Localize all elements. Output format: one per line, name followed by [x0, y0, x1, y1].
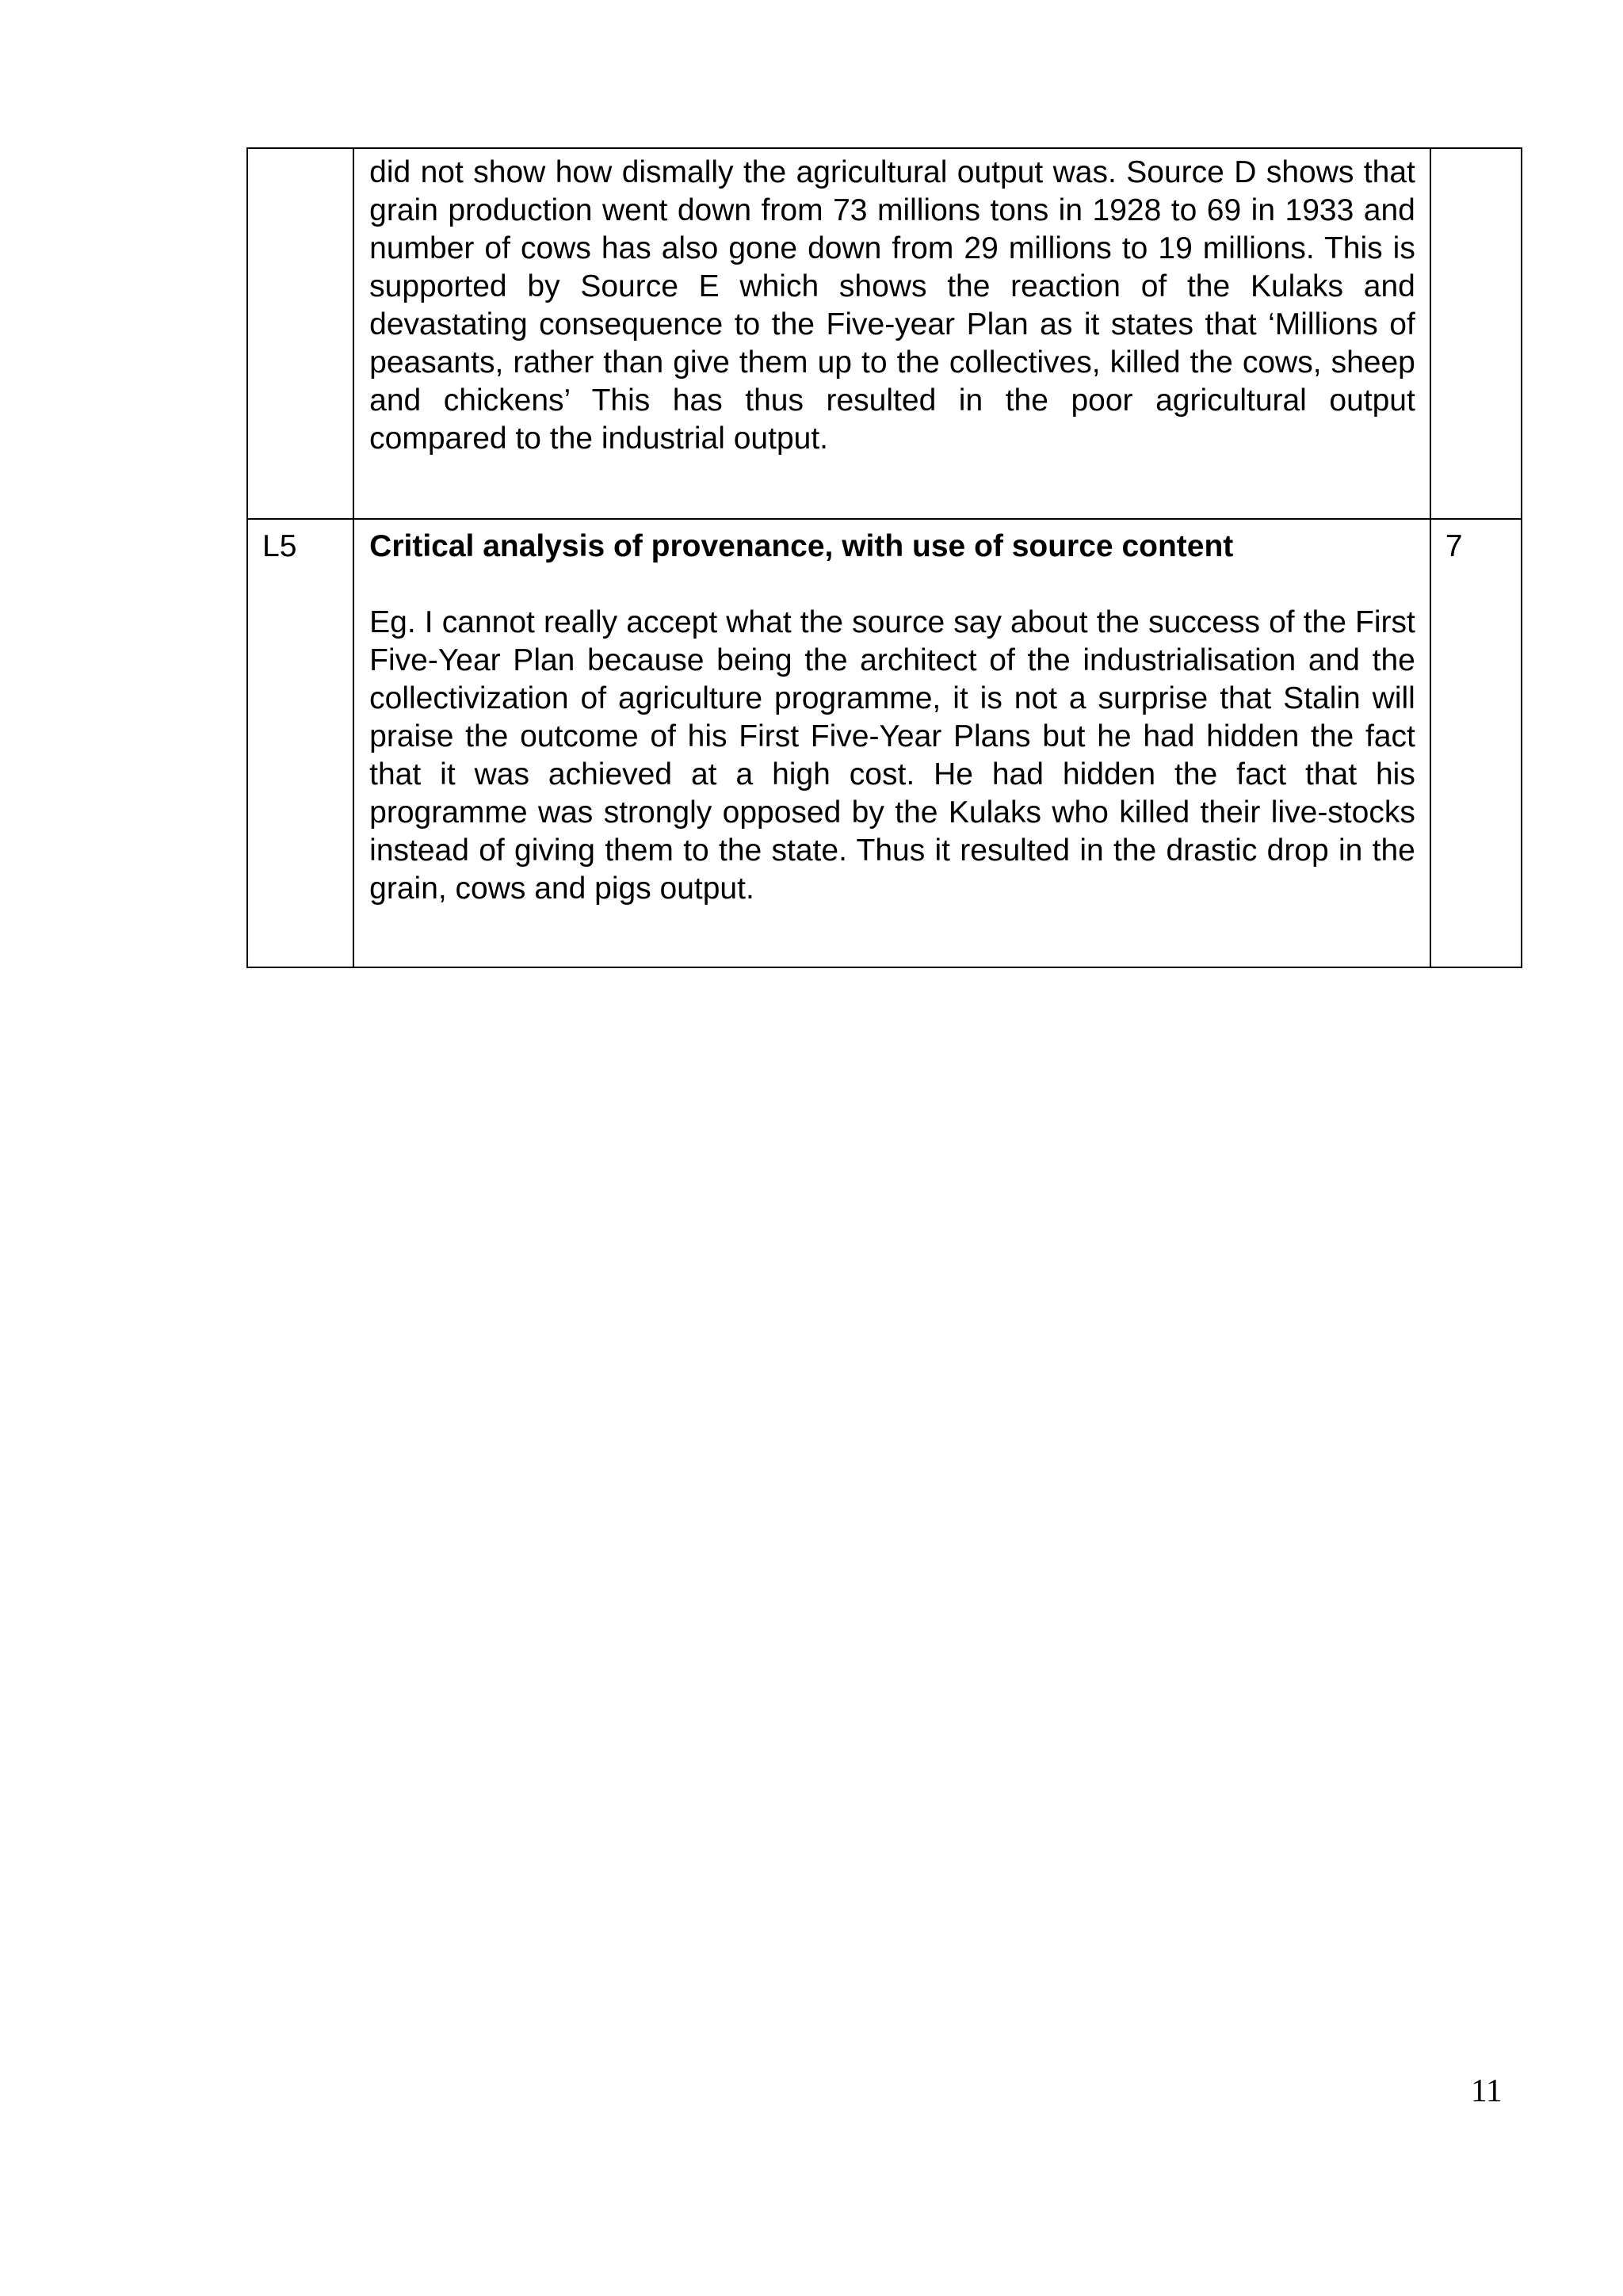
table-row: [247, 519, 1522, 967]
level-heading: Critical analysis of provenance, with use of source content: [369, 529, 1234, 563]
level-cell: [247, 148, 353, 519]
answer-text: did not show how dismally the agricultural output was. Source D shows that grain production went down from 73 millions tons in 1928 to 69 in 1933 and number of cows has also gone down from 29 millions to 19 millions. This is supported by Source E which shows the reaction of the Kulaks and devastating consequence to the Five-year Plan as it states that ‘Millions of peasants, rather than give them up to the collectives, killed the cows, sheep and chickens’ This has thus resulted in the poor agricultural output compared to the industrial output.: [369, 155, 1415, 456]
mark-cell: [1430, 148, 1522, 519]
mark-cell: 7: [1430, 519, 1522, 967]
table-row: [247, 148, 1522, 519]
level-cell: L5: [247, 519, 353, 967]
description-cell: [353, 519, 1430, 967]
description-cell: [353, 148, 1430, 519]
page-number: 11: [1471, 2072, 1503, 2108]
answer-text: Eg. I cannot really accept what the source say about the success of the First Five-Year Plan because being the architect of the industrialisation and the collectivization of agriculture programme, it is not a surprise that Stalin will praise the outcome of his First Five-Year Plans but he had hidden the fact that it was achieved at a high cost. He had hidden the fact that his programme was strongly opposed by the Kulaks who killed their live-stocks instead of giving them to the state. Thus it resulted in the drastic drop in the grain, cows and pigs output.: [369, 605, 1415, 906]
mark-scheme-table: [246, 147, 1522, 968]
